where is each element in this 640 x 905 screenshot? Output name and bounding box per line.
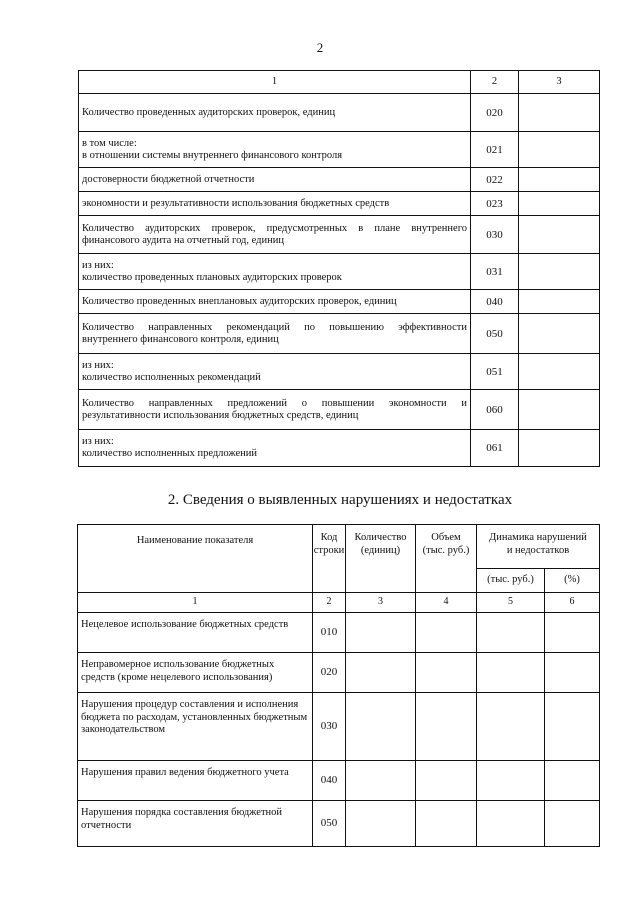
table2-row (78, 693, 600, 761)
table1-value-cell[interactable] (519, 390, 600, 430)
table1-indicator-cell (79, 290, 471, 314)
table1-indicator-text: Количество проведенных аудиторских проверок, единиц (82, 106, 336, 118)
table1-value-cell[interactable] (519, 430, 600, 467)
table1-value-cell[interactable] (519, 192, 600, 216)
table1-indicator-cell (79, 254, 471, 290)
table2-indicator-cell: Неправомерное использование бюджетных средств (кроме нецелевого использования) (78, 653, 313, 693)
table1-indicator-text: в отношении системы внутреннего финансового контроля (82, 149, 343, 161)
table2-code-cell: 050 (313, 801, 346, 847)
table2-col-num-2: 2 (313, 593, 346, 613)
table2-count-cell[interactable] (346, 761, 416, 801)
table1-indicator-text: количество исполненных предложений (82, 448, 258, 459)
table1-code-cell: 051 (471, 354, 519, 390)
table1-code-cell: 020 (471, 94, 519, 132)
table2-col-num-4: 4 (416, 593, 477, 613)
table2-dynamics-pct-cell[interactable] (545, 693, 600, 761)
table1-indicator-text: из них: (82, 359, 114, 371)
table1-value-cell[interactable] (519, 216, 600, 254)
table1-value-cell[interactable] (519, 168, 600, 192)
table1-row (79, 94, 600, 132)
table1-indicator-text: результативности использования бюджетных средств, единиц (82, 409, 359, 421)
table1-indicator-text: экономности и результативности использования бюджетных средств (82, 197, 390, 209)
table2-volume-cell[interactable] (416, 761, 477, 801)
table1-indicator-cell (79, 168, 471, 192)
table2-code-cell: 020 (313, 653, 346, 693)
header-code-line1: Код (320, 532, 338, 543)
table2-dynamics-pct-cell[interactable] (545, 613, 600, 653)
header-volume-line2: (тыс. руб.) (422, 544, 470, 556)
table1-indicator-text: внутреннего финансового контроля, единиц (82, 333, 279, 345)
table1-row (79, 354, 600, 390)
table1-row (79, 132, 600, 168)
table1-value-cell[interactable] (519, 254, 600, 290)
table2-dynamics-pct-cell[interactable] (545, 761, 600, 801)
table2-dynamics-rub-cell[interactable] (477, 613, 545, 653)
table1-code-cell: 030 (471, 216, 519, 254)
table1-code-cell: 061 (471, 430, 519, 467)
table1-indicator-text: из них: (82, 436, 114, 447)
table1-header-row (79, 71, 600, 94)
table2-volume-cell[interactable] (416, 613, 477, 653)
page-number: 2 (316, 40, 324, 55)
header-volume-line1: Объем (431, 532, 461, 543)
violations-table (77, 524, 600, 847)
table2-dynamics-rub-cell[interactable] (477, 653, 545, 693)
table1-indicator-cell (79, 216, 471, 254)
table1-row (79, 192, 600, 216)
table2-col-num-5: 5 (477, 593, 545, 613)
table1-indicator-text: в том числе: (82, 137, 137, 149)
table1-indicator-text: Количество проведенных внеплановых аудиторских проверок, единиц (82, 295, 397, 307)
header-count-line1: Количество (354, 532, 407, 543)
header-code-line2: строки (313, 544, 345, 556)
table2-row (78, 653, 600, 693)
table2-indicator-cell: Нарушения порядка составления бюджетной отчетности (78, 801, 313, 847)
table2-code-cell: 030 (313, 693, 346, 761)
table1-row (79, 254, 600, 290)
table1-indicator-text: количество исполненных рекомендаций (82, 371, 261, 383)
table2-indicator-cell: Нецелевое использование бюджетных средств (78, 613, 313, 653)
table1-indicator-text: финансового аудита на отчетный год, единиц (82, 234, 284, 246)
section-2-title: 2. Сведения о выявленных нарушениях и недостатках (167, 492, 513, 508)
table1-indicator-text: количество проведенных плановых аудиторских проверок (82, 271, 342, 283)
table2-header-row (78, 525, 600, 569)
table1-row (79, 314, 600, 354)
header-dynamics-rub: (тыс. руб.) (477, 569, 545, 593)
table1-indicator-cell (79, 430, 471, 467)
table1-indicator-cell (79, 390, 471, 430)
table2-column-numbers-row (78, 593, 600, 613)
header-dynamics-pct: (%) (545, 569, 600, 593)
table1-row (79, 430, 600, 467)
audit-checks-table (78, 70, 600, 467)
header-dynamics-line2: и недостатков (506, 544, 570, 556)
table1-header-col-2: 2 (471, 71, 519, 94)
header-count (346, 525, 416, 593)
table2-row (78, 801, 600, 847)
header-volume (416, 525, 477, 593)
table1-code-cell: 050 (471, 314, 519, 354)
table2-col-num-3: 3 (346, 593, 416, 613)
table1-value-cell[interactable] (519, 132, 600, 168)
table1-row (79, 216, 600, 254)
table2-volume-cell[interactable] (416, 693, 477, 761)
table2-col-num-6: 6 (545, 593, 600, 613)
table1-row (79, 290, 600, 314)
table2-indicator-cell: Нарушения процедур составления и исполнения бюджета по расходам, установленных бюджетным законодательством (78, 693, 313, 761)
header-row-code (313, 525, 346, 593)
table1-indicator-text: из них: (82, 259, 114, 271)
table2-row (78, 761, 600, 801)
header-dynamics-line1: Динамика нарушений (489, 532, 587, 543)
table1-code-cell: 022 (471, 168, 519, 192)
table2-count-cell[interactable] (346, 801, 416, 847)
table1-code-cell: 040 (471, 290, 519, 314)
header-count-line2: (единиц) (360, 544, 401, 556)
header-dynamics (477, 525, 600, 569)
table1-indicator-cell (79, 192, 471, 216)
header-indicator-name: Наименование показателя (78, 525, 313, 593)
table2-code-cell: 010 (313, 613, 346, 653)
table2-indicator-cell: Нарушения правил ведения бюджетного учета (78, 761, 313, 801)
table1-indicator-cell (79, 354, 471, 390)
table2-count-cell[interactable] (346, 653, 416, 693)
table2-dynamics-pct-cell[interactable] (545, 801, 600, 847)
table1-code-cell: 031 (471, 254, 519, 290)
table2-dynamics-rub-cell[interactable] (477, 693, 545, 761)
table1-row (79, 390, 600, 430)
table1-value-cell[interactable] (519, 290, 600, 314)
table2-count-cell[interactable] (346, 693, 416, 761)
table1-value-cell[interactable] (519, 314, 600, 354)
table1-indicator-text: Количество аудиторских проверок, предусмотренных в плане внутреннего (82, 222, 467, 234)
table1-header-col-3: 3 (519, 71, 600, 94)
table1-row (79, 168, 600, 192)
table1-value-cell[interactable] (519, 354, 600, 390)
table1-value-cell[interactable] (519, 94, 600, 132)
table1-indicator-cell (79, 94, 471, 132)
table1-indicator-cell (79, 314, 471, 354)
table2-volume-cell[interactable] (416, 801, 477, 847)
table2-row (78, 613, 600, 653)
table2-volume-cell[interactable] (416, 653, 477, 693)
table2-col-num-1: 1 (78, 593, 313, 613)
table1-indicator-cell (79, 132, 471, 168)
table1-indicator-text: достоверности бюджетной отчетности (82, 173, 255, 185)
table2-count-cell[interactable] (346, 613, 416, 653)
table1-code-cell: 021 (471, 132, 519, 168)
table2-code-cell: 040 (313, 761, 346, 801)
table2-dynamics-pct-cell[interactable] (545, 653, 600, 693)
table1-code-cell: 060 (471, 390, 519, 430)
table1-indicator-text: Количество направленных рекомендаций по повышению эффективности (82, 321, 467, 333)
table1-indicator-text: Количество направленных предложений о повышении экономности и (82, 397, 467, 409)
table2-dynamics-rub-cell[interactable] (477, 801, 545, 847)
table1-code-cell: 023 (471, 192, 519, 216)
table1-header-col-1: 1 (79, 71, 471, 94)
table2-dynamics-rub-cell[interactable] (477, 761, 545, 801)
